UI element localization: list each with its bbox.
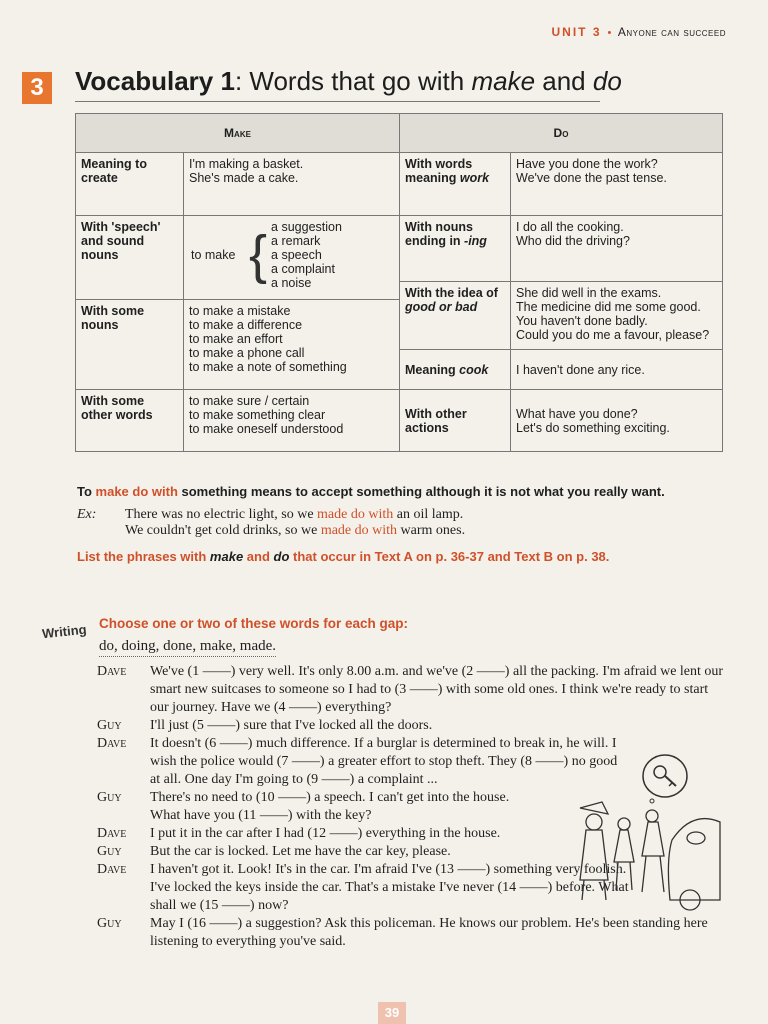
speaker: Guy [97, 790, 122, 805]
speaker: Dave [97, 826, 127, 841]
make-category: Meaning to create [76, 153, 184, 216]
example-text: an oil lamp. [393, 507, 464, 522]
unit-header [551, 25, 726, 39]
example-label: Ex: [77, 507, 97, 522]
list-do: do [273, 549, 290, 564]
speech: There's no need to (10 ——) a speech. I can't get into the house. What have you (11 ——) with the key? [150, 790, 510, 823]
speaker: Guy [97, 916, 122, 931]
make-do-note [77, 484, 717, 564]
unit-title: Anyone can succeed [617, 25, 726, 39]
section-title-bold: Vocabulary 1 [75, 66, 235, 96]
speech: But the car is locked. Let me have the car key, please. [150, 844, 451, 859]
do-phrases [511, 216, 723, 282]
list-text: List the phrases with [77, 549, 210, 564]
phrase: a noise [271, 276, 312, 290]
dialogue-line [97, 735, 727, 789]
phrase: to make sure / certain [189, 394, 310, 408]
section-number: 3 [22, 72, 52, 104]
speaker: Dave [97, 664, 127, 679]
do-category-italic: -ing [464, 234, 487, 248]
speaker: Dave [97, 736, 127, 751]
phrase: Could you do me a favour, please? [516, 328, 710, 342]
example-phrase: made do with [317, 507, 394, 522]
word-list: do, doing, done, make, made. [99, 638, 276, 657]
phrase: She's made a cake. [189, 171, 299, 185]
phrase: Let's do something exciting. [516, 420, 670, 435]
make-header: Make [76, 114, 400, 153]
speaker: Guy [97, 844, 122, 859]
do-category-text: With other actions [405, 406, 467, 435]
policeman-car-illustration [572, 800, 722, 918]
list-text: and [243, 549, 274, 564]
phrase: to make a mistake [189, 304, 291, 318]
do-category-text: Meaning [405, 362, 460, 377]
phrase: to make an effort [189, 332, 283, 346]
title-divider [75, 101, 600, 102]
do-category [400, 216, 511, 282]
do-phrases [511, 390, 723, 452]
phrase: You haven't done badly. [516, 314, 648, 328]
phrase: We've done the past tense. [516, 171, 667, 185]
do-category-text: With the idea of [405, 286, 498, 300]
phrase: to make a phone call [189, 346, 305, 360]
do-category-italic: work [459, 171, 490, 185]
list-text: that occur in Text A on p. 36-37 and Text B on p. 38. [289, 549, 610, 564]
phrase: to make a note of something [189, 360, 347, 374]
do-category-italic: cook [459, 362, 489, 377]
speech: It doesn't (6 ——) much difference. If a burglar is determined to break in, he will. I wish the police would (7 ——) a greater effort to stop theft. They (8 ——) no good at all. One day I'm going to (9 ——) a complaint ... [150, 736, 618, 787]
phrase: a remark [271, 234, 321, 248]
speech: I'll just (5 ——) sure that I've locked all the doors. [150, 718, 433, 733]
section-title-and: and [535, 66, 593, 96]
phrase: a suggestion [271, 220, 342, 234]
do-phrases [511, 153, 723, 216]
example-text: warm ones. [397, 523, 466, 538]
make-category: With some other words [76, 390, 184, 452]
speech: We've (1 ——) very well. It's only 8.00 a.m. and we've (2 ——) all the packing. I'm afraid we lent our smart new suitcases to someone so I had to (3 ——) with some old ones. I think we're ready to start our journey. Have we (4 ——) everything? [150, 664, 724, 715]
key-thought-icon [640, 752, 690, 804]
page-number: 39 [378, 1002, 406, 1024]
note-phrase: make do with [95, 484, 178, 499]
note-text: something means to accept something although it is not what you really want. [177, 484, 665, 499]
phrase: I'm making a basket. [189, 157, 304, 171]
phrase: The medicine did me some good. [516, 300, 701, 314]
example-text: We couldn't get cold drinks, so we [125, 523, 321, 538]
phrase: Who did the driving? [516, 234, 630, 248]
phrase: to make oneself understood [189, 422, 344, 436]
do-phrases [511, 350, 723, 390]
phrase: What have you done? [516, 406, 638, 421]
phrase: Have you done the work? [516, 157, 658, 171]
phrase: a complaint [271, 262, 335, 276]
phrase: to make a difference [189, 318, 303, 332]
dialogue-line [97, 717, 727, 735]
do-category-text: With words meaning [405, 157, 473, 185]
do-category [400, 350, 511, 390]
example-phrase: made do with [320, 523, 398, 538]
phrase-prefix: to make [191, 248, 236, 262]
brace-icon: { [249, 225, 268, 285]
example-text: There was no electric light, so we [125, 507, 318, 522]
phrase: to make something clear [189, 408, 326, 422]
do-category [400, 153, 511, 216]
bullet-icon: • [607, 27, 612, 39]
do-category [400, 282, 511, 350]
list-make: make [209, 549, 244, 564]
do-header: Do [400, 114, 723, 153]
make-phrases [184, 300, 400, 390]
speech: May I (16 ——) a suggestion? Ask this policeman. He knows our problem. He's been standing here listening to everything you've said. [150, 916, 708, 949]
section-title-make: make [471, 66, 536, 96]
section-title [75, 66, 622, 97]
do-category-text: With nouns ending in [405, 220, 473, 248]
exercise-heading: Choose one or two of these words for each gap: [99, 616, 409, 631]
do-category-italic: good or bad [405, 300, 478, 314]
make-phrases [184, 153, 400, 216]
note-text: To [77, 484, 96, 499]
example-block [77, 507, 717, 539]
speech: I put it in the car after I had (12 ——) everything in the house. [150, 826, 501, 841]
dialogue-line [97, 915, 727, 951]
dialogue-line [97, 663, 727, 717]
speech: I haven't got it. Look! It's in the car. I'm afraid I've (13 ——) something very foolish. I've locked the keys inside the car. That's a mistake I've never (14 ——) before. What shall we (15 ——) now? [150, 862, 629, 913]
speaker: Dave [97, 862, 127, 877]
writing-label: Writing [41, 621, 88, 642]
make-phrases [184, 390, 400, 452]
phrase: I haven't done any rice. [516, 362, 645, 377]
phrase: She did well in the exams. [516, 286, 662, 300]
make-phrases [184, 216, 400, 300]
speaker: Guy [97, 718, 122, 733]
section-title-rest: : Words that go with [234, 66, 472, 96]
do-category [400, 390, 511, 452]
list-instruction [77, 549, 717, 564]
section-title-do: do [592, 66, 622, 96]
do-phrases [511, 282, 723, 350]
unit-label: UNIT 3 [551, 25, 602, 39]
phrase: I do all the cooking. [516, 220, 624, 234]
vocabulary-table [75, 113, 723, 452]
make-category: With 'speech' and sound nouns [76, 216, 184, 300]
phrase: a speech [271, 248, 322, 262]
make-category: With some nouns [76, 300, 184, 390]
